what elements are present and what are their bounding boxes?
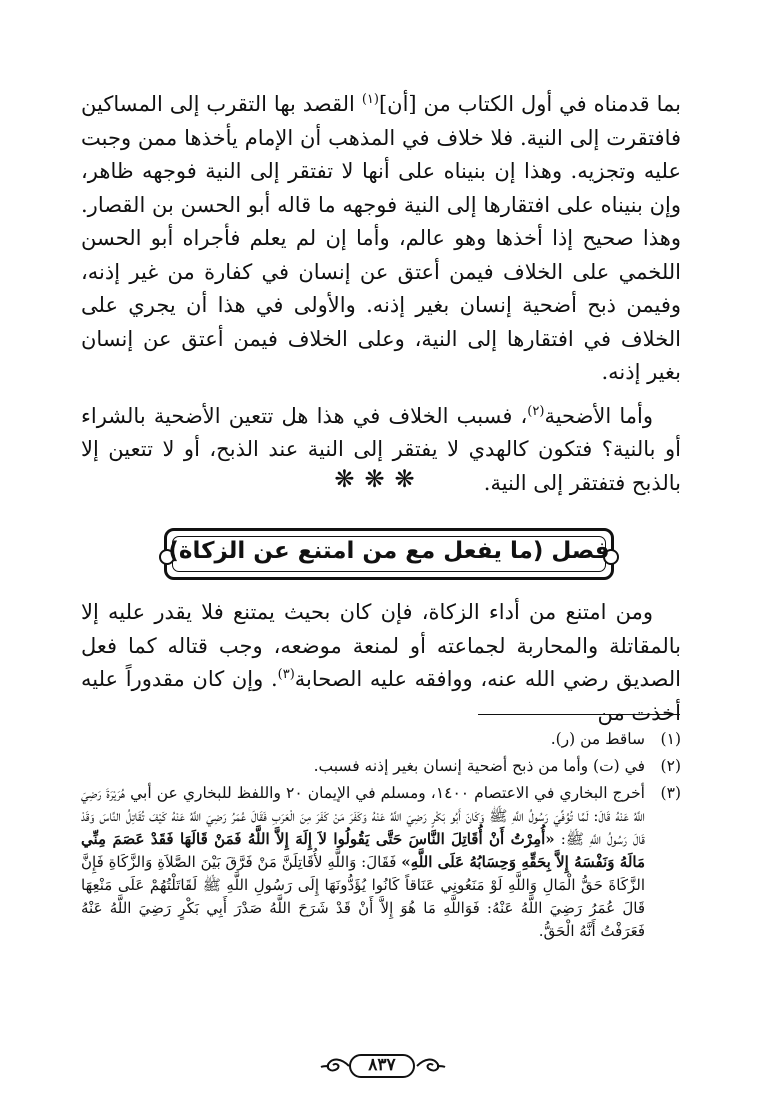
- paragraph-1: [81, 88, 681, 390]
- footnote-3: [81, 782, 681, 943]
- section-heading-frame: [164, 528, 614, 580]
- paragraph-3-part-b: . وإن كان مقدوراً عليه أخذت من: [81, 667, 681, 725]
- paragraph-2-part-a: وأما الأضحية: [544, 403, 653, 428]
- footnote-ref-1[interactable]: (١): [361, 92, 379, 107]
- body-text-top: [81, 88, 681, 500]
- hadith-text-continued: فَقَالَ: وَاللَّهِ لأُقَاتِلَنَّ مَنْ فَرَّقَ بَيْنَ الصَّلاَةِ وَالزَّكَاةِ فَإِنَّ الزَّكَاةَ حَقُّ الْمَالِ وَاللَّهِ لَوْ مَنَعُونِي عَنَاقاً كَانُوا يُؤَدُّونَهَا إِلَى رَسُولِ اللَّهِ ﷺ لَقَاتَلْتُهُمْ عَلَى مَنْعِهَا قَالَ عُمَرُ رَضِيَ اللَّهُ عَنْهُ: فَوَاللَّهِ مَا هُوَ إِلاَّ أَنْ قَدْ شَرَحَ اللَّهُ صَدْرَ أَبِي بَكْرٍ رَضِيَ اللَّهُ عَنْهُ فَعَرَفْتُ أَنَّهُ الْحَقُّ.: [81, 853, 645, 940]
- paragraph-1-part-b: القصد بها التقرب إلى المساكين فافتقرت إلى النية. فلا خلاف في المذهب أن الإمام يأخذها ممن وجبت عليه وتجزيه. وهذا إن بنيناه على أنها لا تفتقر إلى النية فوجهه ظاهر، وإن بنيناه على افتقارها إلى النية فوجهه ما قاله أبو الحسن بن القصار. وهذا صحيح إذا أخذها وهو عالم، وأما إن لم يعلم فأجراه أبو الحسن اللخمي على الخلاف فيمن أعتق عن إنسان في كفارة من غير إذنه، وفيمن ذبح أضحية إنسان بغير إذنه. والأولى في هذا أن يجري على الخلاف في افتقارها إلى النية، وعلى الخلاف فيمن أعتق عن إنسان بغير إذنه.: [81, 92, 682, 384]
- footnote-text: ساقط من (ر).: [550, 730, 645, 748]
- page-number-ornament: [319, 1053, 447, 1081]
- footnote-2: [81, 755, 681, 778]
- footnote-number: (١): [660, 730, 681, 748]
- paragraph-1-part-a: بما قدمناه في أول الكتاب من [أن]: [378, 92, 681, 116]
- paragraph-3-part-a: ومن امتنع من أداء الزكاة، فإن كان بحيث يمتنع فلا يقدر عليه إلا بالمقاتلة والمحاربة لجماعته أو لمنعة موضعه، وجب قتاله كما فعل الصديق رضي الله عنه، ووافقه عليه الصحابة: [81, 600, 681, 691]
- section-separator-stars: ❋❋❋: [334, 465, 425, 493]
- hadith-text: هُرَيْرَةَ رَضِيَ اللَّهُ عَنْهُ قَالَ: لَمَّا تُوُفِّيَ رَسُولُ اللَّهِ ﷺ وَكَانَ أَبُو بَكْرٍ رَضِيَ اللَّهُ عَنْهُ وَكَفَرَ مَنْ كَفَرَ مِنَ الْعَرَبِ فَقَالَ عُمَرُ رَضِيَ اللَّهُ عَنْهُ كَيْفَ تُقَاتِلُ النَّاسَ وَقَدْ قَالَ رَسُولُ اللَّهِ ﷺ:: [81, 784, 645, 848]
- footnote-number: (٢): [660, 757, 681, 775]
- hadith-prophetic-saying: «أُمِرْتُ أَنْ أُقَاتِلَ النَّاسَ حَتَّى يَقُولُوا لاَ إِلَهَ إِلاَّ اللَّهُ فَمَنْ قَالَهَا فَقَدْ عَصَمَ مِنِّي مَالَهُ وَنَفْسَهُ إِلاَّ بِحَقِّهِ وَحِسَابُهُ عَلَى اللَّهِ»: [81, 830, 645, 871]
- footnote-1: [81, 728, 681, 751]
- body-text-bottom: [81, 596, 681, 730]
- section-title: فصل (ما يفعل مع من امتنع عن الزكاة): [168, 538, 610, 564]
- page-number: ٨٣٧: [368, 1055, 396, 1075]
- footnote-text: أخرج البخاري في الاعتصام ١٤٠٠، ومسلم في الإيمان ٢٠ واللفظ للبخاري عن أبي: [130, 784, 645, 802]
- paragraph-2-part-b: ، فسبب الخلاف في هذا هل تتعين الأضحية بالشراء أو بالنية؟ فتكون كالهدي لا يفتقر إلى النية عند الذبح، أو لا تتعين إلا بالذبح فتفتقر إلى النية.: [81, 403, 681, 495]
- footnote-text: في (ت) وأما من ذبح أضحية إنسان بغير إذنه فسبب.: [313, 757, 645, 775]
- footnote-divider: [478, 714, 680, 715]
- footnotes: [81, 728, 681, 943]
- footnote-ref-3[interactable]: (٣): [277, 667, 295, 682]
- paragraph-3: [81, 596, 681, 730]
- footnote-ref-2[interactable]: (٢): [527, 403, 545, 419]
- footnote-number: (٣): [660, 784, 681, 802]
